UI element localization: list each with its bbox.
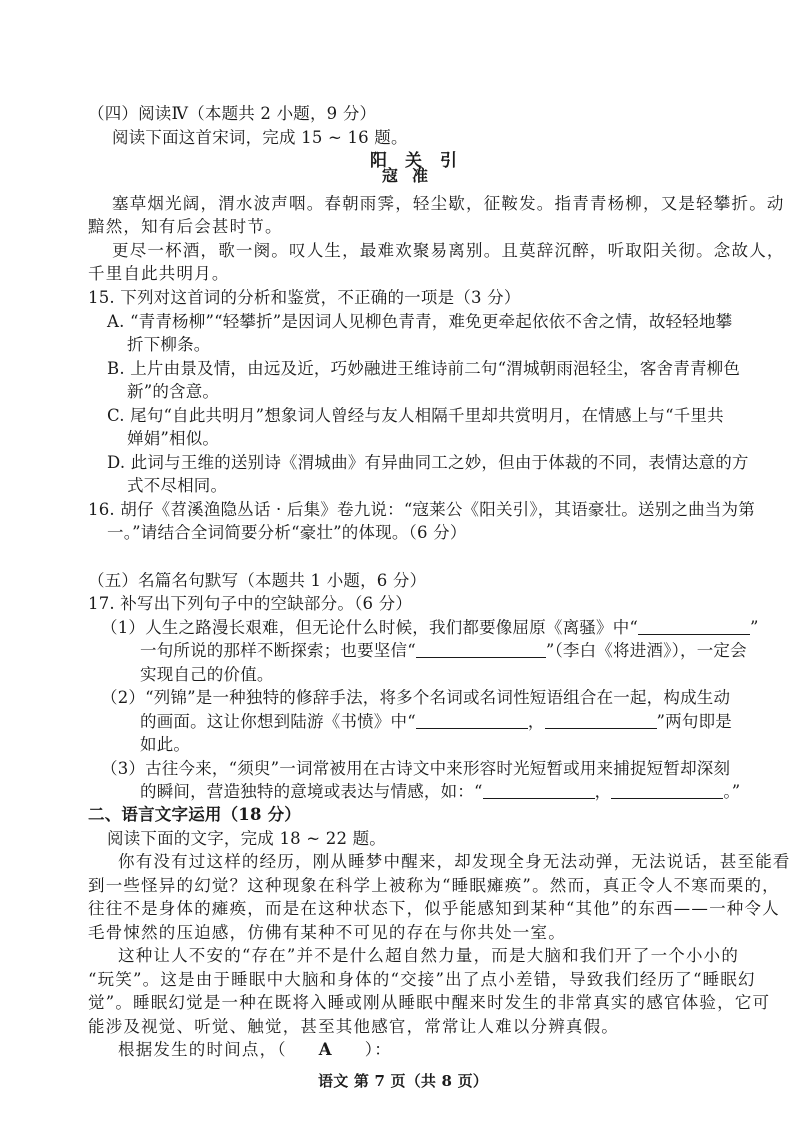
passage-last-text-a: 根据发生的时间点，（ xyxy=(118,1040,287,1059)
q17-item3-text-b: ， xyxy=(594,782,612,801)
poem-title: 阳关引 xyxy=(370,151,475,171)
q17-item2-text-c: ”两句即是 xyxy=(656,712,732,731)
passage-line-4: 毛骨悚然的压迫感，仿佛有某种不可见的存在与你共处一室。 xyxy=(88,923,566,942)
passage-line-7: 觉”。睡眠幻觉是一种在既将入睡或刚从睡眠中醒来时发生的非常真实的感官体验，它可 xyxy=(88,993,771,1012)
q15-option-d-cont: 式不尽相同。 xyxy=(127,476,228,495)
passage-line-8: 能涉及视觉、听觉、触觉，甚至其他感官，常常让人难以分辨真假。 xyxy=(88,1017,619,1036)
q15-option-a: A. “青青杨柳”“轻攀折”是因词人见柳色青青，难免更牵起依依不舍之情，故轻轻地攀 xyxy=(107,312,733,331)
section5-heading: （五）名篇名句默写（本题共 1 小题，6 分） xyxy=(88,571,427,590)
page-footer: 语文 第 7 页（共 8 页） xyxy=(318,1072,488,1090)
q16-line-2: 一。”请结合全词简要分析“豪壮”的体现。（6 分） xyxy=(107,523,467,542)
q17-blank-3[interactable] xyxy=(416,712,528,729)
q17-item1-line2 xyxy=(140,640,747,662)
passage-last-line xyxy=(118,1039,392,1061)
q16-line-1: 16. 胡仔《苕溪渔隐丛话 · 后集》卷九说：“寇莱公《阳关引》，其语豪壮。送别之曲当为第 xyxy=(88,500,755,519)
passage-line-2: 到一些怪异的幻觉？这种现象在科学上被称为“睡眠瘫痪”。然而，真正令人不寒而栗的， xyxy=(88,876,780,895)
passage-line-3: 往往不是身体的瘫痪，而是在这种状态下，似乎能感知到某种“其他”的东西——一种令人 xyxy=(88,899,780,918)
q15-option-d: D. 此词与王维的送别诗《渭城曲》有异曲同工之妙，但由于体裁的不同，表情达意的方 xyxy=(107,453,749,472)
q15-option-c: C. 尾句“自此共明月”想象词人曾经与友人相隔千里却共赏明月，在情感上与“千里共 xyxy=(107,406,724,425)
q15-option-b-cont: 新”的含意。 xyxy=(127,382,220,401)
poem-line-3: 更尽一杯酒，歌一阕。叹人生，最难欢聚易离别。且莫辞沉醉，听取阳关彻。念故人， xyxy=(112,241,785,260)
q17-item1-text-b: ” xyxy=(750,618,759,637)
q17-item2-line1: （2）“列锦”是一种独特的修辞手法，将多个名词或名词性短语组合在一起，构成生动 xyxy=(101,688,731,707)
q17-item2-line2 xyxy=(140,711,732,733)
q17-item1-text-a: （1）人生之路漫长艰难，但无论什么时候，我们都要像屈原《离骚》中“ xyxy=(101,618,639,637)
q17-item3-line2 xyxy=(140,781,740,803)
q17-item1-text-d: ”（李白《将进酒》），一定会 xyxy=(545,641,747,660)
section4-instruction: 阅读下面这首宋词，完成 15 ~ 16 题。 xyxy=(112,128,408,147)
q17-blank-2[interactable] xyxy=(416,641,546,658)
q15-option-c-cont: 婵娟”相似。 xyxy=(127,429,220,448)
q17-item1-line1 xyxy=(101,617,759,639)
q17-item3-text-c: 。” xyxy=(723,782,741,801)
passage-line-6: “玩笑”。这是由于睡眠中大脑和身体的“交接”出了点小差错，导致我们经历了“睡眠幻 xyxy=(88,970,756,989)
poem-line-2: 黯然，知有后会甚时节。 xyxy=(88,217,283,236)
q17-blank-6[interactable] xyxy=(611,782,723,799)
section4-heading: （四）阅读Ⅳ（本题共 2 小题，9 分） xyxy=(88,104,377,123)
q17-item3-line1: （3）古往今来，“须臾”一词常被用在古诗文中来形容时光短暂或用来捕捉短暂却深刻 xyxy=(101,759,731,778)
q17-blank-4[interactable] xyxy=(545,712,657,729)
q17-blank-5[interactable] xyxy=(483,782,595,799)
poem-line-4: 千里自此共明月。 xyxy=(88,264,230,283)
passage-line-1: 你有没有过这样的经历，刚从睡梦中醒来，却发现全身无法动弹，无法说话，甚至能看 xyxy=(118,852,791,871)
poem-line-1: 塞草烟光阔，渭水波声咽。春朝雨霁，轻尘歇，征鞍发。指青青杨柳，又是轻攀折。动 xyxy=(112,194,785,213)
q17-item2-text-a: 的画面。这让你想到陆游《书愤》中“ xyxy=(140,712,416,731)
q17-blank-1[interactable] xyxy=(638,618,750,635)
q17-item1-text-c: 一句所说的那样不断探索；也要坚信“ xyxy=(140,641,416,660)
q17-item2-text-b: ， xyxy=(527,712,545,731)
q17-stem: 17. 补写出下列句子中的空缺部分。（6 分） xyxy=(88,594,413,613)
passage-line-5: 这种让人不安的“存在”并不是什么超自然力量，而是大脑和我们开了一个小小的 xyxy=(118,946,740,965)
passage-last-text-b: ）： xyxy=(364,1040,392,1059)
q15-option-a-cont: 折下柳条。 xyxy=(127,335,211,354)
q17-item3-text-a: 的瞬间，营造独特的意境或表达与情感，如：“ xyxy=(140,782,483,801)
q17-item1-line3: 实现自己的价值。 xyxy=(140,665,274,684)
q17-item2-line3: 如此。 xyxy=(140,735,191,754)
part2-instruction: 阅读下面的文字，完成 18 ~ 22 题。 xyxy=(107,829,386,848)
part2-heading: 二、语言文字运用（18 分） xyxy=(88,805,302,824)
answer-mark: A xyxy=(318,1040,333,1059)
q15-option-b: B. 上片由景及情，由远及近，巧妙融进王维诗前二句“渭城朝雨浥轻尘，客舍青青柳色 xyxy=(107,359,741,378)
q15-stem: 15. 下列对这首词的分析和鉴赏，不正确的一项是（3 分） xyxy=(88,288,521,307)
poem-author: 寇准 xyxy=(382,166,443,185)
